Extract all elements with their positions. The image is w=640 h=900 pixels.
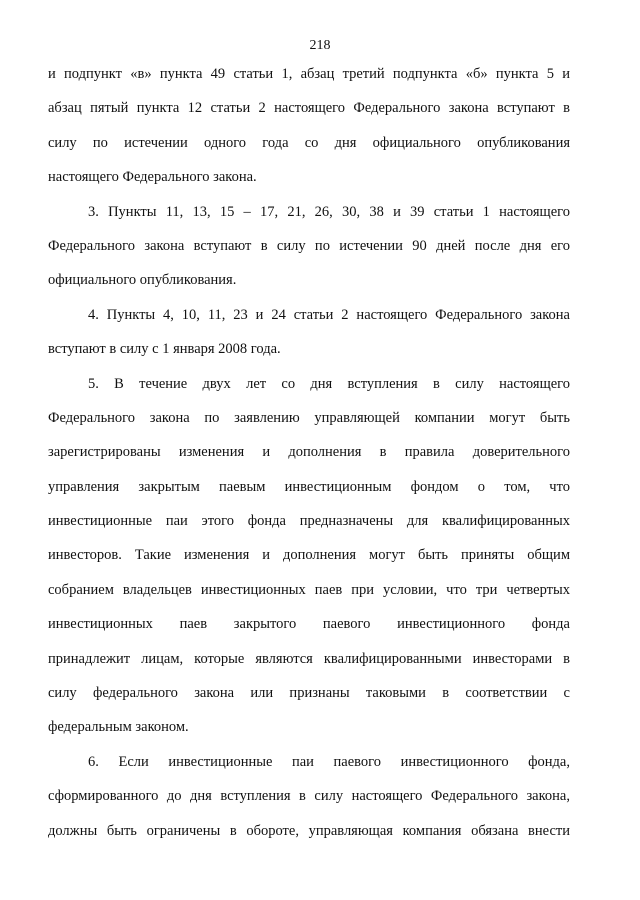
page-number: 218 [309,38,331,53]
text-line: 4. Пункты 4, 10, 11, 23 и 24 статьи 2 настоящего Федерального закона [88,306,570,323]
text-line: силу федерального закона или признаны таковыми в соответствии с [48,685,570,702]
body-text [48,63,570,854]
text-line: настоящего Федерального закона. [48,169,257,186]
text-line: 5. В течение двух лет со дня вступления в силу настоящего [88,375,570,392]
text-line: 3. Пункты 11, 13, 15 – 17, 21, 26, 30, 38 и 39 статьи 1 настоящего [88,203,570,220]
text-line: вступают в силу с 1 января 2008 года. [48,341,281,358]
text-line: зарегистрированы изменения и дополнения в правила доверительного [48,444,570,461]
text-line: официального опубликования. [48,272,237,289]
text-line: инвестиционные паи этого фонда предназначены для квалифицированных [48,513,570,530]
text-line: должны быть ограничены в обороте, управляющая компания обязана внести [48,822,570,839]
text-line: сформированного до дня вступления в силу настоящего Федерального закона, [48,788,570,805]
text-line: принадлежит лицам, которые являются квалифицированными инвесторами в [48,650,570,667]
text-line: собранием владельцев инвестиционных паев при условии, что три четвертых [48,581,570,598]
text-line: инвесторов. Такие изменения и дополнения могут быть приняты общим [48,547,570,564]
text-line: и подпункт «в» пункта 49 статьи 1, абзац третий подпункта «б» пункта 5 и [48,66,570,82]
text-line: 6. Если инвестиционные паи паевого инвестиционного фонда, [88,753,570,770]
text-line: Федерального закона по заявлению управляющей компании могут быть [48,409,570,426]
text-line: Федерального закона вступают в силу по истечении 90 дней после дня его [48,237,570,254]
text-line: абзац пятый пункта 12 статьи 2 настоящего Федерального закона вступают в [48,100,570,117]
text-line: силу по истечении одного года со дня официального опубликования [48,134,570,151]
text-line: инвестиционных паев закрытого паевого инвестиционного фонда [48,616,570,633]
text-line: федеральным законом. [48,719,189,736]
text-line: управления закрытым паевым инвестиционным фондом о том, что [48,478,570,495]
